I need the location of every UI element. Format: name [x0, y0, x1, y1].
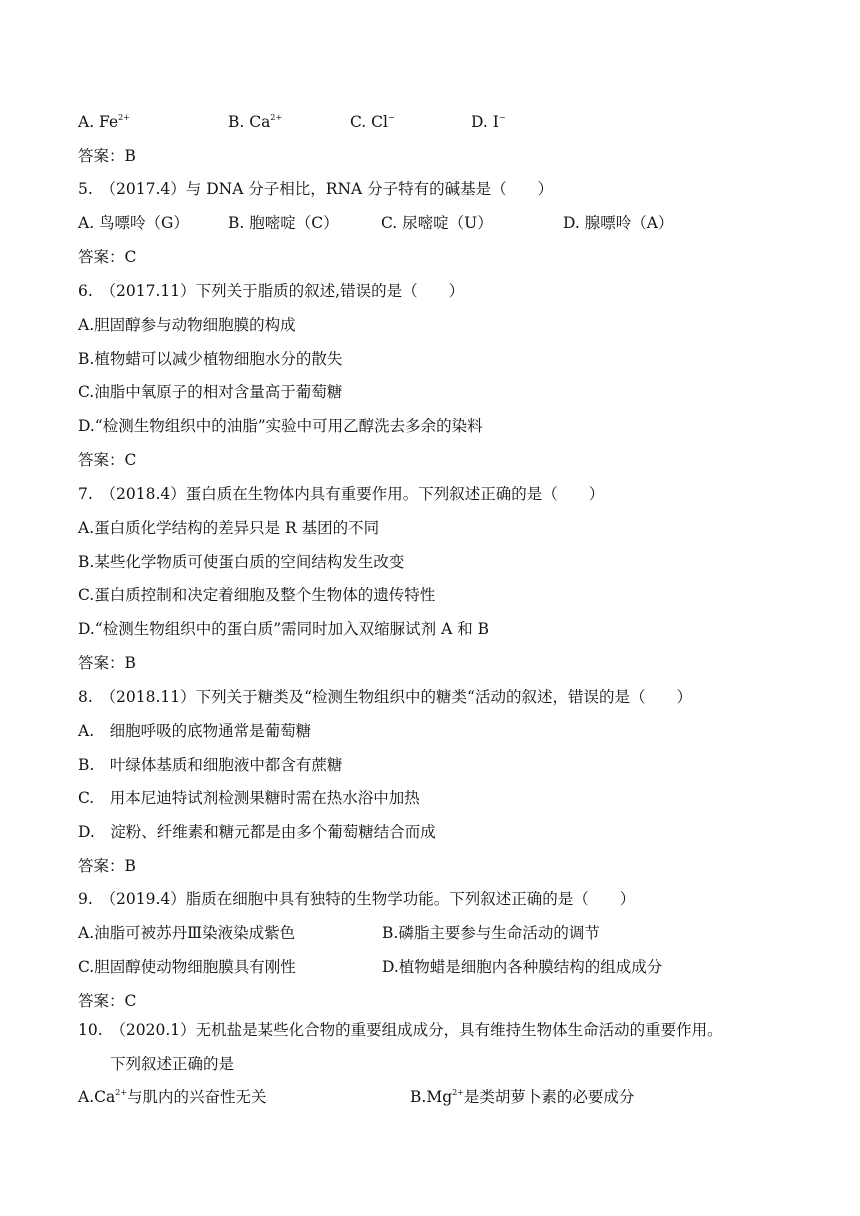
q4-option-b: B. $Ca^{2+}$ — [228, 113, 283, 131]
q8-answer: 答案：B — [78, 857, 136, 875]
q6-option-d: D.“检测生物组织中的油脂”实验中可用乙醇洗去多余的染料 — [78, 417, 483, 435]
q10-option-b: $B.Mg^{2+}$是类胡萝卜素的必要成分 — [410, 1088, 635, 1106]
q5-option-d: D. 腺嘌呤（A） — [563, 214, 674, 232]
q5-option-c: C. 尿嘧啶（U） — [381, 214, 493, 232]
q6-option-b: B.植物蜡可以减少植物细胞水分的散失 — [78, 350, 343, 368]
q9-option-c: C.胆固醇使动物细胞膜具有刚性 — [78, 958, 296, 976]
q6-option-a: A.胆固醇参与动物细胞膜的构成 — [78, 316, 296, 334]
q5-stem: 5. （2017.4）与 DNA 分子相比，RNA 分子特有的碱基是（ ） — [78, 180, 554, 198]
q5-option-b: B. 胞嘧啶（C） — [228, 214, 339, 232]
q6-answer: 答案：C — [78, 451, 137, 469]
q7-stem: 7. （2018.4）蛋白质在生物体内具有重要作用。下列叙述正确的是（ ） — [78, 485, 605, 503]
q9-answer: 答案：C — [78, 992, 137, 1010]
q7-option-b: B.某些化学物质可使蛋白质的空间结构发生改变 — [78, 553, 405, 571]
q7-option-d: D.“检测生物组织中的蛋白质”需同时加入双缩脲试剂 A 和 B — [78, 620, 490, 638]
q5-answer: 答案：C — [78, 248, 137, 266]
q8-option-c: C. 用本尼迪特试剂检测果糖时需在热水浴中加热 — [78, 789, 420, 807]
q8-option-d: D. 淀粉、纤维素和糖元都是由多个葡萄糖结合而成 — [78, 823, 436, 841]
q4-option-a: A. $Fe^{2+}$ — [78, 113, 130, 131]
q7-answer: 答案：B — [78, 654, 136, 672]
q9-option-d: D.植物蜡是细胞内各种膜结构的组成成分 — [382, 958, 663, 976]
q6-option-c: C.油脂中氧原子的相对含量高于葡萄糖 — [78, 383, 343, 401]
q4-option-d: D. I− — [471, 113, 506, 131]
q9-stem: 9. （2019.4）脂质在细胞中具有独特的生物学功能。下列叙述正确的是（ ） — [78, 890, 636, 908]
q6-stem: 6. （2017.11）下列关于脂质的叙述,错误的是（ ） — [78, 282, 465, 300]
q8-option-b: B. 叶绿体基质和细胞液中都含有蔗糖 — [78, 756, 343, 774]
q10-stem: 10. （2020.1）无机盐是某些化合物的重要组成成分，具有维持生物体生命活动的重要作用。 — [78, 1021, 723, 1039]
q8-option-a: A. 细胞呼吸的底物通常是葡萄糖 — [78, 722, 312, 740]
q4-option-c: C. Cl− — [350, 113, 395, 131]
q7-option-c: C.蛋白质控制和决定着细胞及整个生物体的遗传特性 — [78, 586, 436, 604]
q7-option-a: A.蛋白质化学结构的差异只是 R 基团的不同 — [78, 519, 380, 537]
q10-stem-continued: 下列叙述正确的是 — [110, 1055, 235, 1073]
q8-stem: 8. （2018.11）下列关于糖类及“检测生物组织中的糖类“活动的叙述，错误的是（ ） — [78, 688, 692, 706]
q5-option-a: A. 鸟嘌呤（G） — [78, 214, 189, 232]
q9-option-a: A.油脂可被苏丹Ⅲ染液染成紫色 — [78, 924, 296, 942]
q9-option-b: B.磷脂主要参与生命活动的调节 — [382, 924, 600, 942]
q10-option-a: $A.Ca^{2+}$与肌内的兴奋性无关 — [78, 1088, 267, 1106]
q4-answer: 答案：B — [78, 147, 136, 165]
